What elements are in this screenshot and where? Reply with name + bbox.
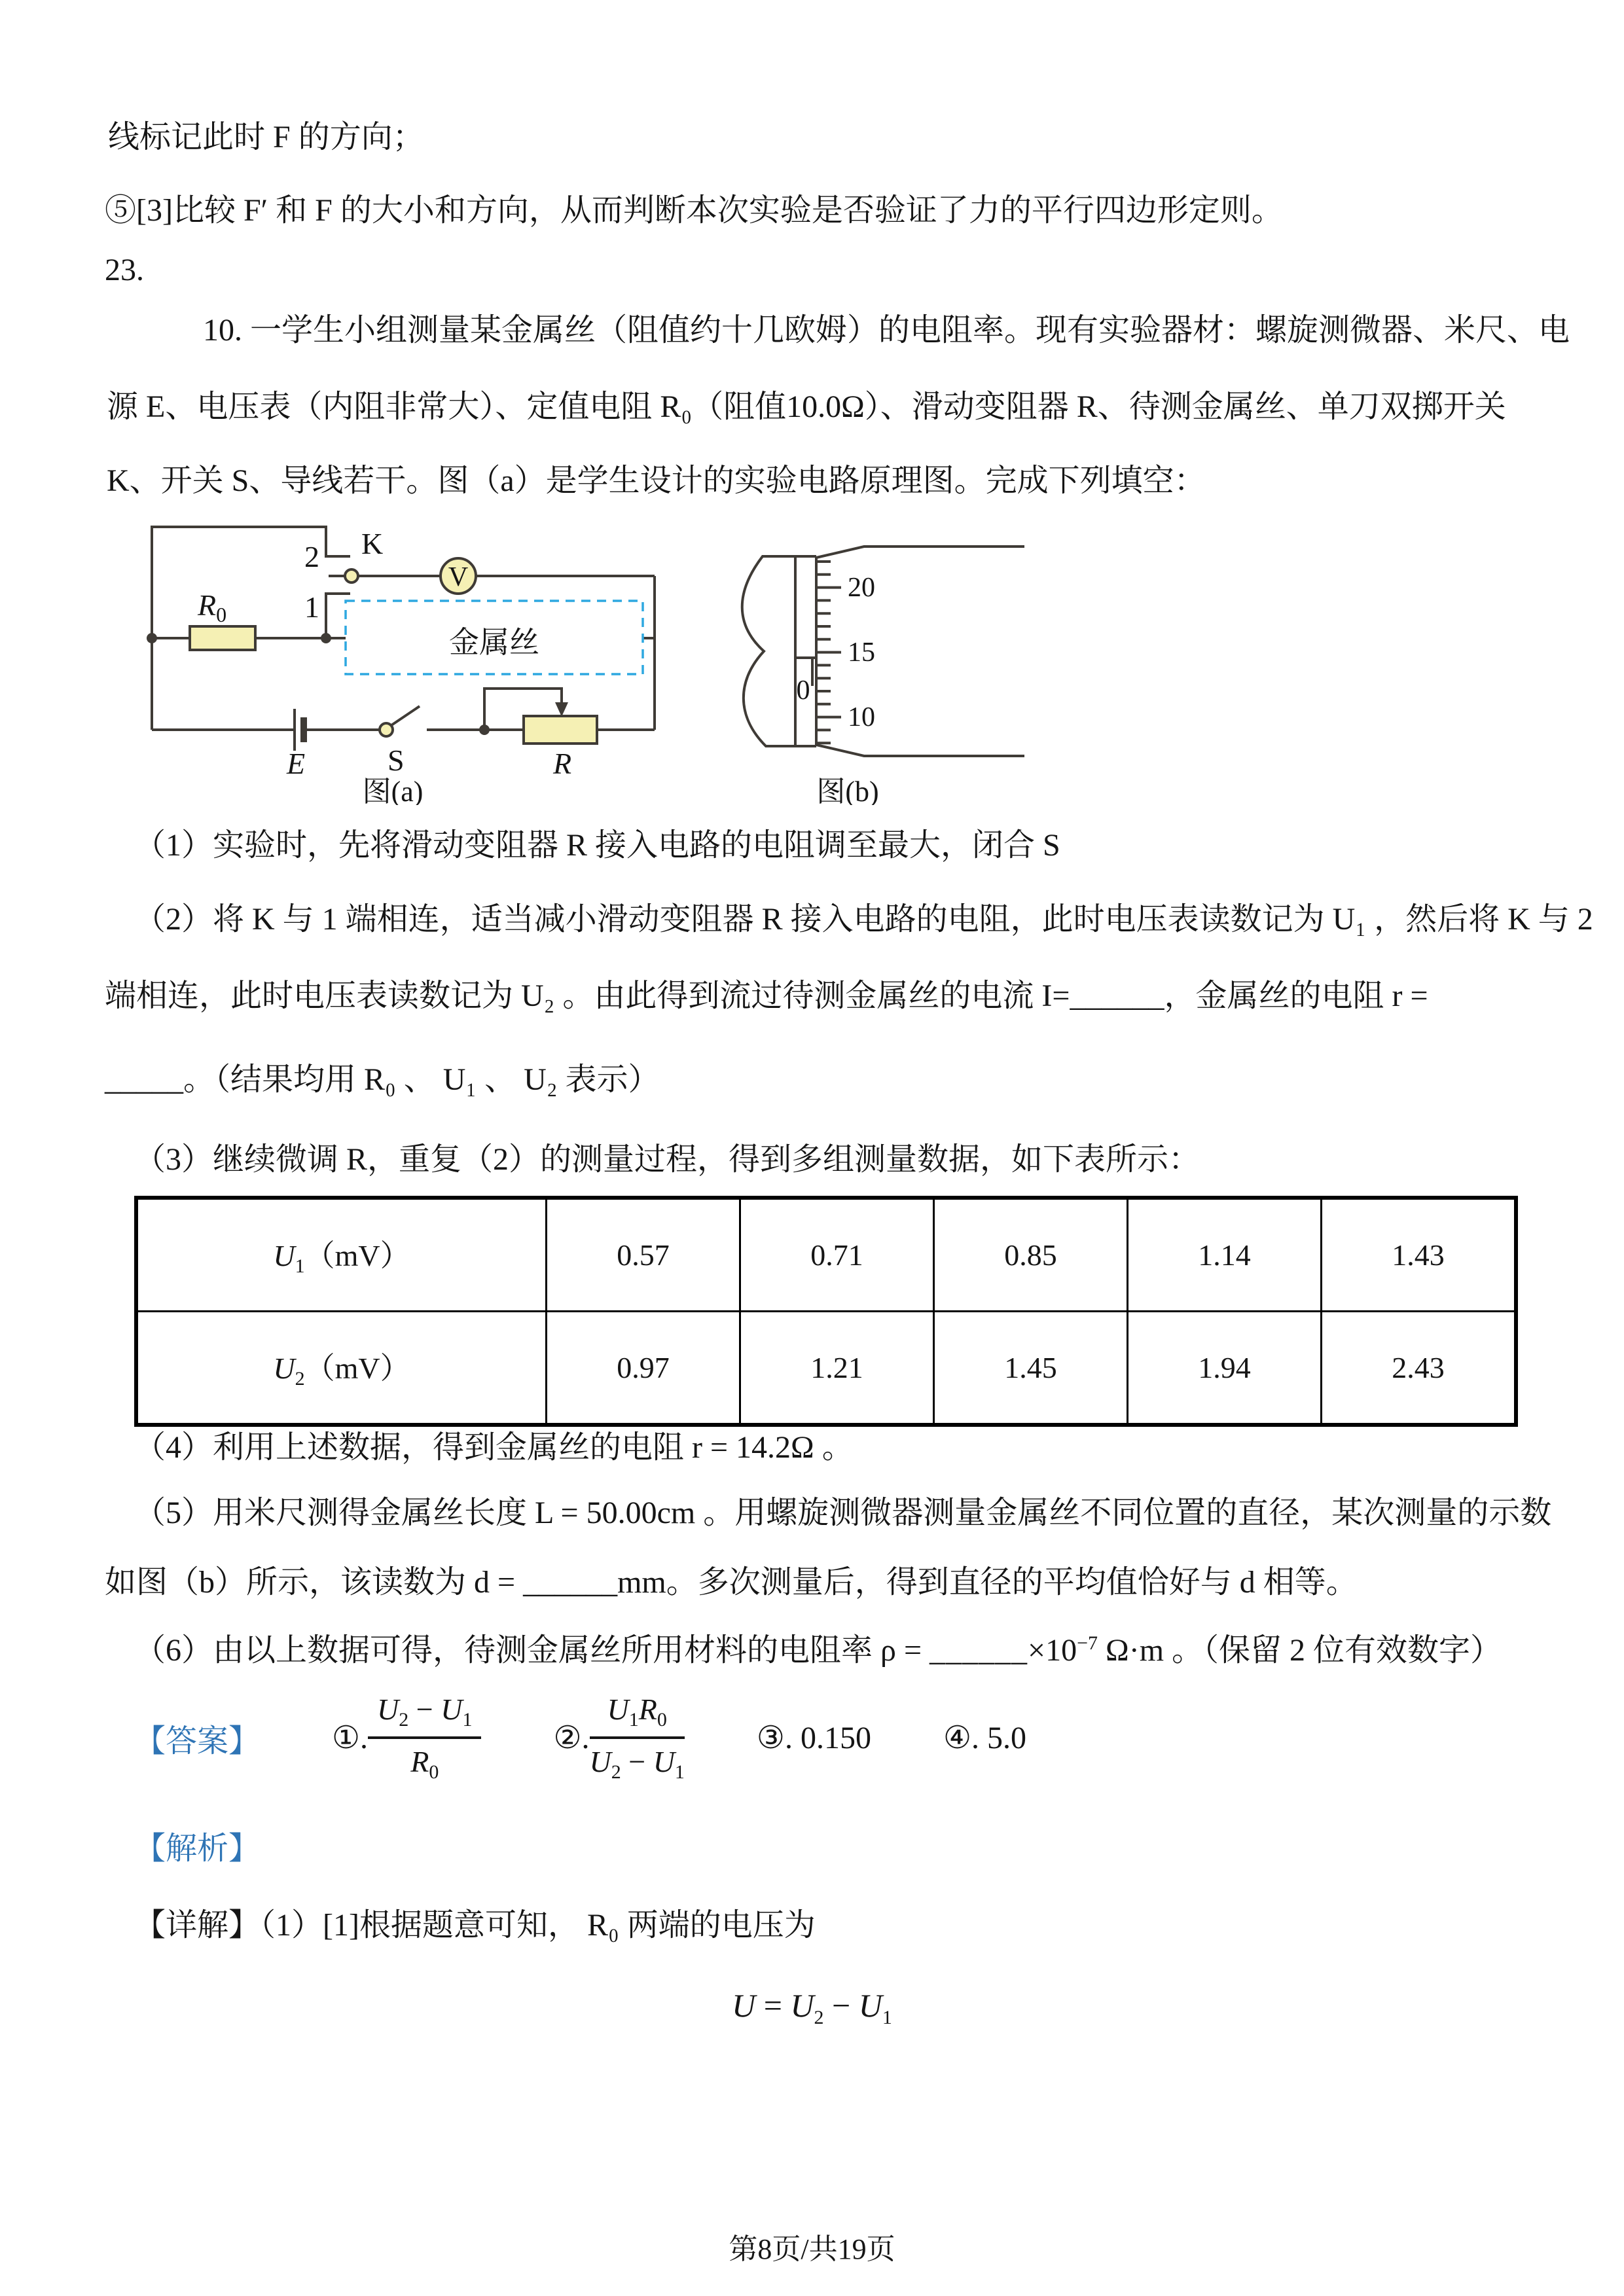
table-cell: 1.94 [1128,1312,1322,1426]
question-23-number: 23. [105,253,144,287]
circuit-diagram-figure-a [131,517,661,805]
metal-wire-label: 金属丝 [449,626,539,659]
junction-dot-left [147,633,157,643]
answer-1-number: ①. [332,1721,369,1756]
table-cell: 0.71 [740,1198,934,1312]
terminal-2-label: 2 [304,540,319,573]
micrometer-frame [742,556,795,746]
page-footer: 第8页/共19页 [729,2233,895,2265]
question-5-line1: （5）用米尺测得金属丝长度 L = 50.00cm 。用螺旋测微器测量金属丝不同位置的直径，某次测量的示数 [134,1496,1552,1530]
table-cell: 0.97 [547,1312,740,1426]
switch-s-label: S [388,744,405,777]
detail-label: 【详解】 [134,1908,261,1943]
problem-line-1: 10. 一学生小组测量某金属丝（阻值约十几欧姆）的电阻率。现有实验器材：螺旋测微器、米尺、电 [203,313,1570,348]
table-cell: 0.57 [547,1198,740,1312]
micrometer-barrel [795,556,816,746]
battery-e-label: E [287,747,306,780]
tick-label-15: 15 [848,637,875,668]
question-2-line2: 端相连，此时电压表读数记为 U₂ 。由此得到流过待测金属丝的电流 I=______，金属丝的电阻 r = [105,978,1428,1013]
table-cell: 1.43 [1322,1198,1517,1312]
rheostat-r-label: R [553,747,572,780]
question-4: （4）利用上述数据，得到金属丝的电阻 r = 14.2Ω 。 [134,1430,854,1465]
figure-b-caption: 图(b) [816,776,879,805]
tick-label-10: 10 [848,702,875,732]
analysis-label: 【解析】 [134,1831,261,1866]
row-header-u2: $U_2(mV)$ [136,1312,547,1426]
formula-u-equals: $U = U_2 - U_1$ [732,1987,892,2028]
intro-line-1: 线标记此时 F 的方向； [108,120,424,154]
resistor-r0-body [190,626,255,650]
table-cell: 1.21 [740,1312,934,1426]
answer-2-fraction: $\frac{U_1R_0}{U_2 - U_1}$ [589,1693,685,1784]
switch-s-contact [380,723,393,736]
junction-dot-node1 [321,633,331,643]
rheostat-r-body [524,716,597,744]
blank-underline: ______ [929,1633,1028,1668]
question-2-line3: _____。（结果均用 R₀ 、 U₁ 、 U₂ 表示） [105,1062,660,1097]
resistor-r0-label: $R_0$ [198,588,227,626]
table-cell: 1.45 [934,1312,1128,1426]
answer-3: ③. 0.150 [756,1721,871,1756]
question-3: （3）继续微调 R，重复（2）的测量过程，得到多组测量数据，如下表所示： [134,1142,1200,1177]
problem-line-3: K、开关 S、导线若干。图（a）是学生设计的实验电路原理图。完成下列填空： [107,463,1206,498]
answer-1-fraction: $\frac{U_2 - U_1}{R_0}$ [368,1692,481,1784]
detail-line: 【详解】（1）[1]根据题意可知， R₀ 两端的电压为 [134,1908,816,1943]
answer-4: ④. 5.0 [943,1721,1026,1756]
rheostat-arrow [555,702,568,717]
switch-s-lever [391,706,420,725]
answer-line [134,1692,1026,1784]
row-header-u1: $U_1(mV)$ [136,1198,547,1312]
table-cell: 0.85 [934,1198,1128,1312]
problem-line-2: 源 E、电压表（内阻非常大）、定值电阻 R₀（阻值10.0Ω）、滑动变阻器 R、待测金属丝、单刀双掷开关 [107,389,1506,424]
micrometer-figure-b [723,517,1031,805]
question-5-line2: 如图（b）所示，该读数为 d = ______mm。多次测量后，得到直径的平均值恰好与 d 相等。 [105,1565,1358,1600]
answer-label: 【答案】 [134,1723,261,1759]
table-row [136,1312,1516,1426]
question-2-line1: （2）将 K 与 1 端相连，适当减小滑动变阻器 R 接入电路的电阻，此时电压表读数记为 U₁ ，然后将 K 与 2 [134,902,1593,937]
tick-label-20: 20 [848,573,875,603]
measurement-table [134,1196,1518,1427]
terminal-1-label: 1 [304,590,319,624]
intro-line-2: ⑤[3]比较 F′ 和 F 的大小和方向，从而判断本次实验是否验证了力的平行四边形定则。 [105,193,1283,228]
switch-k-contact [345,569,358,583]
question-6: （6）由以上数据可得，待测金属丝所用材料的电阻率 $\rho = \_\_\_\_\_\_\times 10^{-7}$ Ω·m 。（保留 2 位有效数字） [134,1632,1502,1668]
circuit-svg [131,517,661,805]
answer-2-number: ②. [553,1721,590,1756]
voltmeter-label: V [448,562,469,592]
junction-dot-wiper [479,725,490,735]
switch-k-label: K [361,527,384,560]
table-cell: 2.43 [1322,1312,1517,1426]
table-cell: 1.14 [1128,1198,1322,1312]
main-scale-zero-label: 0 [796,675,810,706]
table-row [136,1198,1516,1312]
figure-a-caption: 图(a) [362,776,424,805]
question-1: （1）实验时，先将滑动变阻器 R 接入电路的电阻调至最大，闭合 S [134,828,1060,863]
micrometer-svg [723,517,1031,805]
thimble-major-ticks [816,588,841,717]
